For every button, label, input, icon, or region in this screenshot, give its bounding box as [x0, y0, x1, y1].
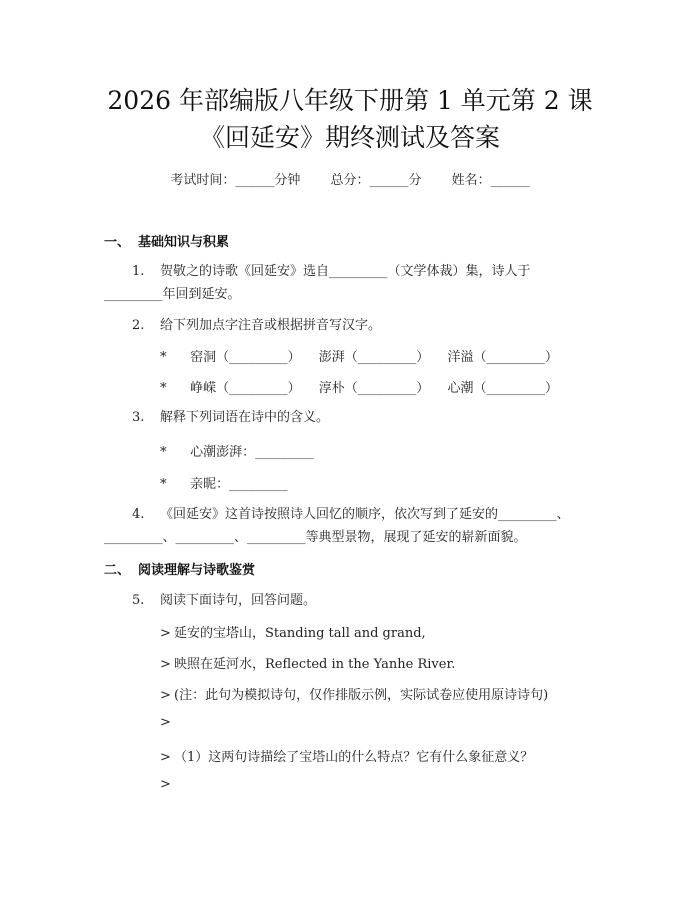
blank-item: 洋溢（_________）	[447, 350, 558, 365]
student-name-field: 姓名：______	[451, 173, 530, 188]
quote-mark: >	[160, 688, 171, 703]
question-text: 解释下列词语在诗中的含义。	[160, 410, 330, 425]
quote-line-6	[160, 777, 174, 792]
pinyin-row-2	[160, 377, 572, 396]
quote-line-2	[160, 653, 455, 672]
definition-item-2	[160, 473, 288, 492]
bullet: *	[160, 350, 167, 365]
definition-text: 心潮澎湃：_________	[190, 445, 314, 460]
quote-text: (注：此句为模拟诗句，仅作排版示例，实际试卷应使用原诗诗句)	[174, 688, 549, 703]
question-1-continuation: _________年回到延安。	[104, 287, 241, 302]
blank-item: 心潮（_________）	[447, 381, 558, 396]
bullet: *	[160, 445, 167, 460]
question-text: 贺敬之的诗歌《回延安》选自_________（文学体裁）集，诗人于	[160, 264, 531, 279]
section-title: 阅读理解与诗歌鉴赏	[138, 563, 256, 578]
blank-item: 峥嵘（_________）	[190, 381, 301, 396]
blank-item: 窑洞（_________）	[190, 350, 301, 365]
question-text: 给下列加点字注音或根据拼音写汉字。	[160, 318, 382, 333]
sub-question-text: （1）这两句诗描绘了宝塔山的什么特点？它有什么象征意义？	[174, 750, 534, 765]
quote-line-5	[160, 746, 533, 765]
quote-line-1	[160, 622, 426, 641]
question-number: 1.	[132, 264, 145, 279]
section-heading-1	[104, 231, 229, 250]
quote-mark: >	[160, 626, 171, 641]
bullet: *	[160, 477, 167, 492]
exam-time-field: 考试时间：______分钟	[170, 173, 301, 188]
question-number: 5.	[132, 593, 145, 608]
question-number: 2.	[132, 318, 145, 333]
bullet: *	[160, 381, 167, 396]
quote-line-3	[160, 684, 548, 703]
quote-text: 映照在延河水，Reflected in the Yanhe River.	[174, 657, 456, 672]
pinyin-row-1	[160, 346, 572, 365]
quote-text: 延安的宝塔山，Standing tall and grand,	[174, 626, 426, 641]
quote-mark: >	[160, 777, 171, 792]
question-4	[132, 505, 570, 524]
quote-mark: >	[160, 715, 171, 730]
blank-item: 澎湃（_________）	[318, 350, 430, 365]
question-number: 4.	[132, 507, 145, 522]
question-3	[132, 408, 330, 427]
question-5	[132, 591, 317, 610]
question-number: 3.	[132, 410, 145, 425]
section-heading-2	[104, 559, 255, 578]
blank-item: 淳朴（_________）	[318, 381, 430, 396]
question-4-continuation: _________、_________、_________等典型景物，展现了延安的崭新面貌。	[104, 530, 527, 545]
section-number: 一、	[104, 235, 131, 250]
question-2	[132, 316, 382, 335]
page-title-line2: 《回延安》期终测试及答案	[199, 123, 500, 152]
quote-mark: >	[160, 657, 171, 672]
question-text: 《回延安》这首诗按照诗人回忆的顺序，依次写到了延安的_________、	[160, 507, 570, 522]
question-1	[132, 262, 531, 281]
quote-line-4	[160, 715, 174, 730]
definition-text: 亲昵：_________	[190, 477, 288, 492]
question-text: 阅读下面诗句，回答问题。	[160, 593, 317, 608]
exam-meta	[0, 169, 700, 188]
total-score-field: 总分：______分	[330, 173, 422, 188]
section-number: 二、	[104, 563, 131, 578]
page-title-line1: 2026 年部编版八年级下册第 1 单元第 2 课	[107, 86, 593, 115]
definition-item-1	[160, 441, 314, 460]
section-title: 基础知识与积累	[138, 235, 230, 250]
quote-mark: >	[160, 750, 171, 765]
